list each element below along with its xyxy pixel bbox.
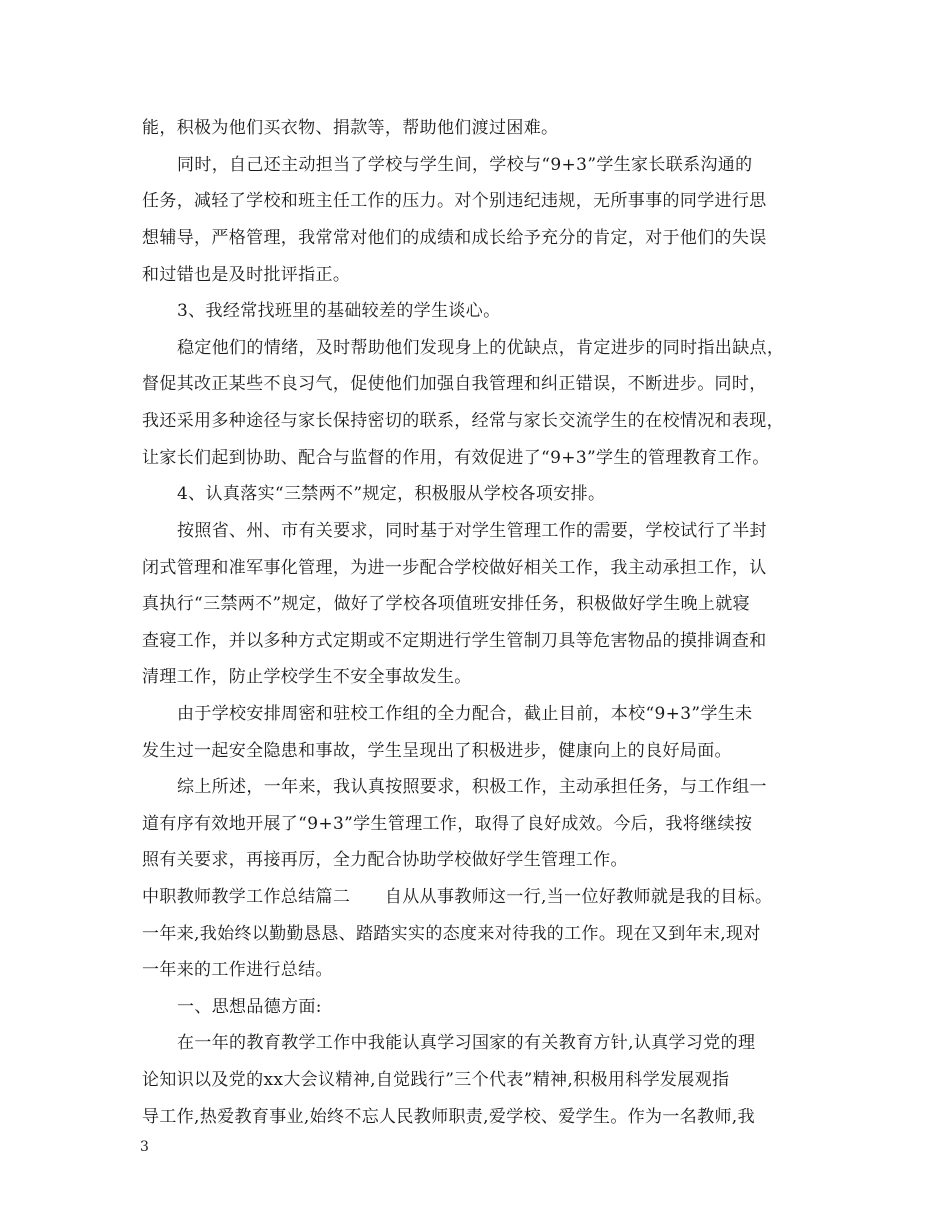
paragraph-line: 道有序有效地开展了“9+3”学生管理工作，取得了良好成效。今后，我将继续按 bbox=[142, 814, 753, 834]
paragraph-line: 清理工作，防止学校学生不安全事故发生。 bbox=[142, 667, 472, 687]
paragraph-line: 任务，减轻了学校和班主任工作的压力。对个别违纪违规，无所事事的同学进行思 bbox=[142, 191, 767, 211]
paragraph-line: 和过错也是及时批评指正。 bbox=[142, 265, 351, 285]
paragraph-line: 发生过一起安全隐患和事故，学生呈现出了积极进步，健康向上的良好局面。 bbox=[142, 741, 732, 761]
paragraph-line: 由于学校安排周密和驻校工作组的全力配合，截止目前，本校“9+3”学生未 bbox=[177, 704, 753, 724]
paragraph-line: 一年来,我始终以勤勤恳恳、踏踏实实的态度来对待我的工作。现在又到年末,现对 bbox=[142, 924, 761, 944]
paragraph-line: 能，积极为他们买衣物、捐款等，帮助他们渡过困难。 bbox=[142, 118, 559, 138]
article-title-line: 中职教师教学工作总结篇二 自从从事教师这一行,当一位好教师就是我的目标。 bbox=[142, 887, 773, 907]
paragraph-line: 让家长们起到协助、配合与监督的作用，有效促进了“9+3”学生的管理教育工作。 bbox=[142, 448, 770, 468]
paragraph-line: 稳定他们的情绪，及时帮助他们发现身上的优缺点，肯定进步的同时指出缺点， bbox=[177, 338, 785, 358]
paragraph-line: 综上所述，一年来，我认真按照要求，积极工作，主动承担任务，与工作组一 bbox=[177, 777, 767, 797]
section-heading: 3、我经常找班里的基础较差的学生谈心。 bbox=[177, 301, 501, 321]
paragraph-line: 督促其改正某些不良习气，促使他们加强自我管理和纠正错误，不断进步。同时， bbox=[142, 374, 767, 394]
paragraph-line: 真执行“三禁两不”规定，做好了学校各项值班安排任务，积极做好学生晚上就寝 bbox=[142, 594, 750, 614]
paragraph-line: 照有关要求，再接再厉，全力配合协助学校做好学生管理工作。 bbox=[142, 850, 628, 870]
paragraph-line: 一年来的工作进行总结。 bbox=[142, 960, 333, 980]
paragraph-line: 我还采用多种途径与家长保持密切的联系，经常与家长交流学生的在校情况和表现， bbox=[142, 411, 784, 431]
section-heading: 4、认真落实“三禁两不”规定，积极服从学校各项安排。 bbox=[177, 484, 606, 504]
paragraph-line: 查寝工作，并以多种方式定期或不定期进行学生管制刀具等危害物品的摸排调查和 bbox=[142, 631, 767, 651]
paragraph-line: 按照省、州、市有关要求，同时基于对学生管理工作的需要，学校试行了半封 bbox=[177, 521, 767, 541]
paragraph-line: 闭式管理和准军事化管理，为进一步配合学校做好相关工作，我主动承担工作，认 bbox=[142, 558, 767, 578]
paragraph-line: 导工作,热爱教育事业,始终不忘人民教师职责,爱学校、爱学生。作为一名教师,我 bbox=[142, 1107, 755, 1127]
paragraph-line: 在一年的教育教学工作中我能认真学习国家的有关教育方针,认真学习党的理 bbox=[177, 1033, 756, 1053]
section-heading: 一、思想品德方面: bbox=[177, 997, 322, 1017]
paragraph-line: 同时，自己还主动担当了学校与学生间，学校与“9+3”学生家长联系沟通的 bbox=[177, 155, 753, 175]
paragraph-line: 想辅导，严格管理，我常常对他们的成绩和成长给予充分的肯定，对于他们的失误 bbox=[142, 228, 767, 248]
paragraph-line: 论知识以及党的xx大会议精神,自觉践行”三个代表”精神,积极用科学发展观指 bbox=[142, 1070, 730, 1090]
page-number: 3 bbox=[140, 1139, 149, 1155]
